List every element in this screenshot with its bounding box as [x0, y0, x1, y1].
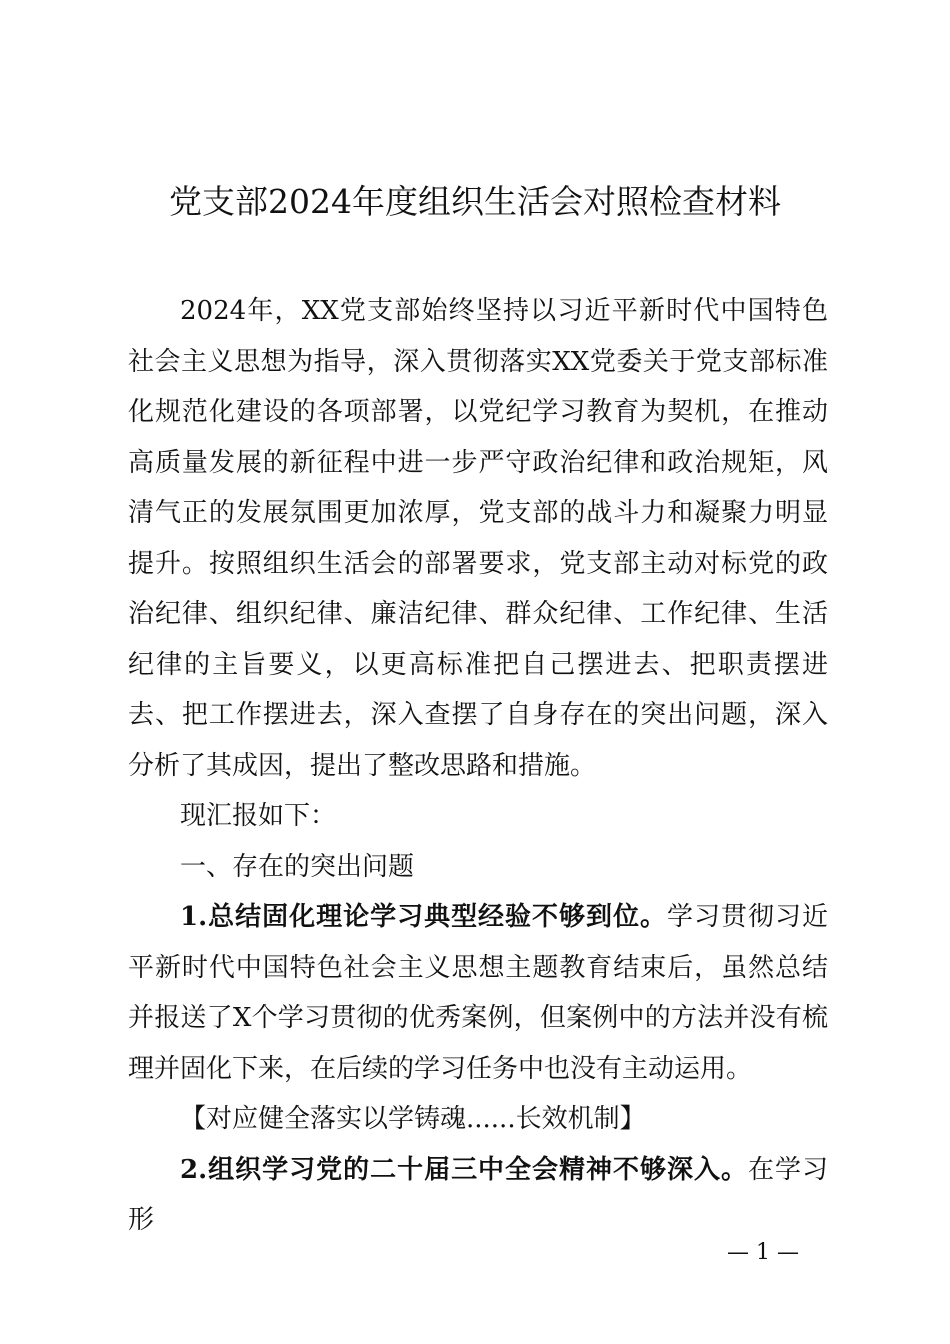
issue-1-text: 学习贯彻习近平新时代中国特色社会主义思想主题教育结束后，虽然总结并报送了X个学习贯彻的优秀案例，但案例中的方法并没有梳理并固化下来，在后续的学习任务中也没有主动运用。 [128, 902, 828, 1084]
issue-paragraph-2 [128, 1145, 828, 1246]
report-intro: 现汇报如下： [180, 801, 337, 831]
issue-1-note: 【对应健全落实以学铸魂......长效机制】 [180, 1104, 646, 1134]
document-title: 党支部2024年度组织生活会对照检查材料 [169, 182, 781, 221]
issue-1-heading: 1.总结固化理论学习典型经验不够到位。 [180, 902, 668, 932]
issue-2-heading: 2.组织学习党的二十届三中全会精神不够深入。 [180, 1154, 748, 1185]
page-number: — 1 — [727, 1240, 799, 1265]
intro-paragraph: 2024年，XX党支部始终坚持以习近平新时代中国特色社会主义思想为指导，深入贯彻落实XX党委关于党支部标准化规范化建设的各项部署，以党纪学习教育为契机，在推动高质量发展的新征程中进一步严守政治纪律和政治规矩，风清气正的发展氛围更加浓厚，党支部的战斗力和凝聚力明显提升。按照组织生活会的部署要求，党支部主动对标党的政治纪律、组织纪律、廉洁纪律、群众纪律、工作纪律、生活纪律的主旨要义，以更高标准把自己摆进去、把职责摆进去、把工作摆进去，深入查摆了自身存在的突出问题，深入分析了其成因，提出了整改思路和措施。 [128, 296, 828, 781]
issue-2-text: 在学习形 [128, 1154, 828, 1235]
issue-paragraph-1 [128, 892, 828, 1094]
section-heading: 一、存在的突出问题 [180, 851, 415, 882]
document-body [128, 286, 828, 1246]
